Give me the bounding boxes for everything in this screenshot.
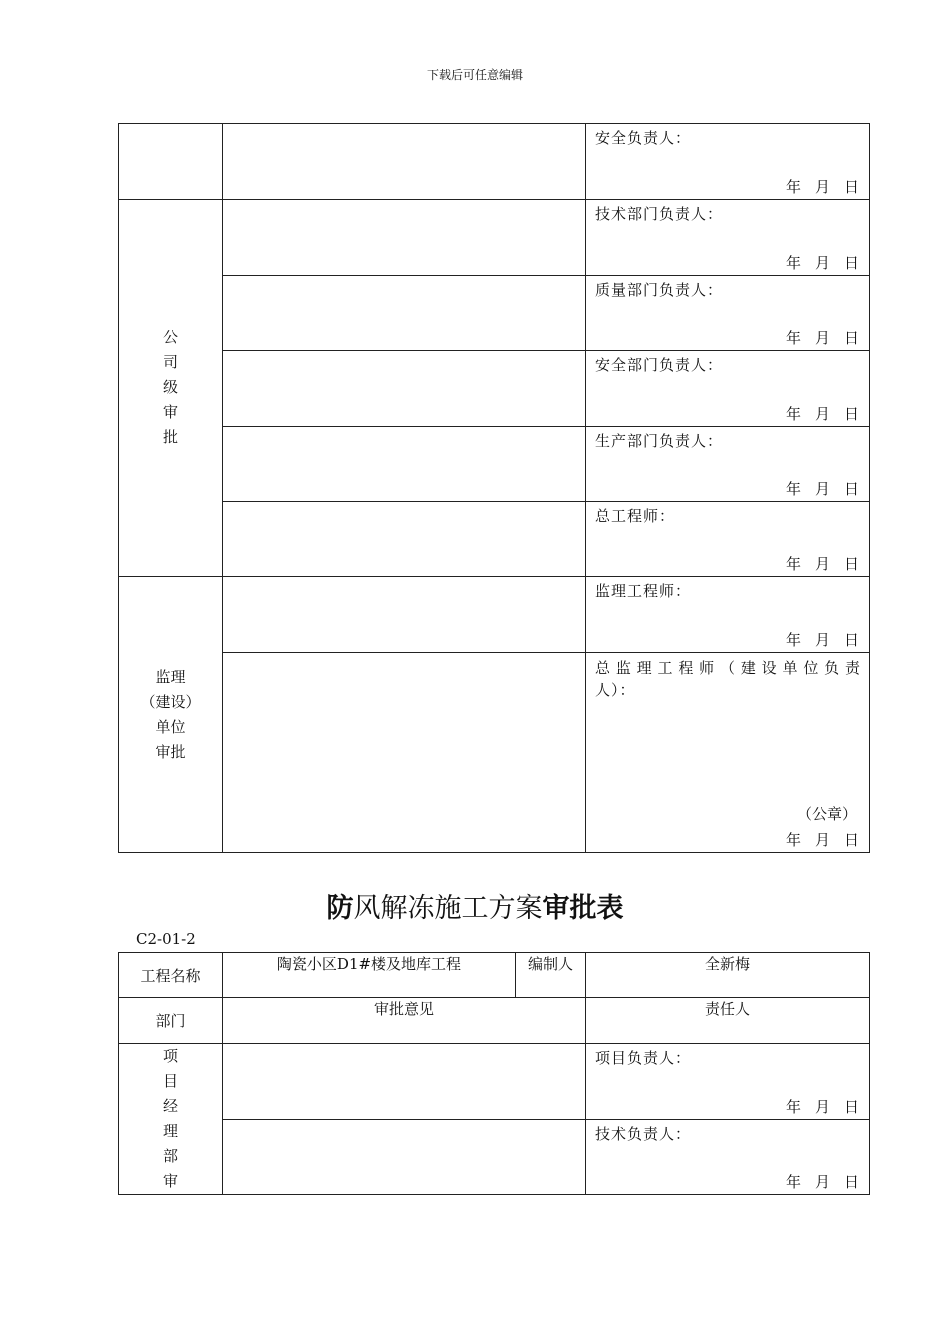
form-code: C2-01-2 xyxy=(136,930,196,948)
table-row xyxy=(119,200,870,276)
table-row xyxy=(119,1120,870,1195)
opinion-cell[interactable] xyxy=(223,351,586,427)
supervisor-approval-dept-cell xyxy=(119,577,223,853)
project-name-label-cell: 工程名称 xyxy=(119,953,223,998)
company-approval-dept-cell xyxy=(119,200,223,577)
col-header-opinion: 审批意见 xyxy=(223,998,586,1044)
responsible-cell[interactable] xyxy=(586,124,870,200)
date-label: 年 月 日 xyxy=(785,831,859,849)
date-label: 年 月 日 xyxy=(785,178,859,196)
project-name-value-cell[interactable]: 陶瓷小区D1#楼及地库工程 xyxy=(223,953,516,998)
table-row xyxy=(119,1044,870,1120)
pm-approval-dept-cell xyxy=(119,1044,223,1195)
date-label: 年 月 日 xyxy=(785,1173,859,1191)
table-row xyxy=(119,276,870,351)
role-label: 总工程师： xyxy=(595,507,676,525)
responsible-cell[interactable] xyxy=(586,200,870,276)
opinion-cell[interactable] xyxy=(223,577,586,653)
compiler-value-cell[interactable]: 全新梅 xyxy=(586,953,870,998)
opinion-cell[interactable] xyxy=(223,1120,586,1195)
form-title: 防风解冻施工方案审批表 xyxy=(326,893,624,924)
col-header-dept: 部门 xyxy=(119,998,223,1044)
role-label: 总监理工程师（建设单位负责 xyxy=(595,659,861,677)
opinion-cell[interactable] xyxy=(223,502,586,577)
dept-cell xyxy=(119,124,223,200)
approval-table xyxy=(118,952,870,1195)
pm-approval-label: 项 目 经 理 部 审 xyxy=(162,1047,178,1190)
role-label: 项目负责人： xyxy=(595,1049,692,1067)
table-row xyxy=(119,351,870,427)
date-label: 年 月 日 xyxy=(785,480,859,498)
table-row xyxy=(119,124,870,200)
responsible-cell[interactable] xyxy=(586,1044,870,1120)
date-label: 年 月 日 xyxy=(785,1098,859,1116)
supervisor-approval-label: 监理 （建设） 单位 审批 xyxy=(140,668,201,761)
table-row xyxy=(119,577,870,653)
responsible-cell[interactable] xyxy=(586,276,870,351)
role-label: 技术部门负责人： xyxy=(595,205,724,223)
role-label: 技术负责人： xyxy=(595,1125,692,1143)
table-row xyxy=(119,502,870,577)
role-label: 监理工程师： xyxy=(595,582,692,600)
approval-table-continued xyxy=(118,123,870,853)
responsible-cell[interactable] xyxy=(586,577,870,653)
role-label: 安全部门负责人： xyxy=(595,356,724,374)
opinion-cell[interactable] xyxy=(223,276,586,351)
responsible-cell[interactable] xyxy=(586,427,870,502)
compiler-label-cell: 编制人 xyxy=(516,953,586,998)
date-label: 年 月 日 xyxy=(785,555,859,573)
role-label: 质量部门负责人： xyxy=(595,281,724,299)
date-label: 年 月 日 xyxy=(785,405,859,423)
role-label: 安全负责人： xyxy=(595,129,692,147)
date-label: 年 月 日 xyxy=(785,254,859,272)
table-row xyxy=(119,427,870,502)
table-row xyxy=(119,653,870,853)
opinion-cell[interactable] xyxy=(223,1044,586,1120)
date-label: 年 月 日 xyxy=(785,631,859,649)
responsible-cell[interactable] xyxy=(586,1120,870,1195)
opinion-cell[interactable] xyxy=(223,653,586,853)
table-row xyxy=(119,953,870,998)
header-note: 下载后可任意编辑 xyxy=(426,68,523,82)
table-row xyxy=(119,998,870,1044)
responsible-cell[interactable] xyxy=(586,351,870,427)
date-label: 年 月 日 xyxy=(785,329,859,347)
opinion-cell[interactable] xyxy=(223,124,586,200)
responsible-cell[interactable] xyxy=(586,502,870,577)
role-label: 生产部门负责人： xyxy=(595,432,724,450)
role-label-continued: 人）： xyxy=(595,681,636,699)
responsible-cell[interactable] xyxy=(586,653,870,853)
col-header-person: 责任人 xyxy=(586,998,870,1044)
opinion-cell[interactable] xyxy=(223,427,586,502)
opinion-cell[interactable] xyxy=(223,200,586,276)
company-approval-label: 公 司 级 审 批 xyxy=(162,328,178,446)
seal-label: （公章） xyxy=(796,805,857,823)
